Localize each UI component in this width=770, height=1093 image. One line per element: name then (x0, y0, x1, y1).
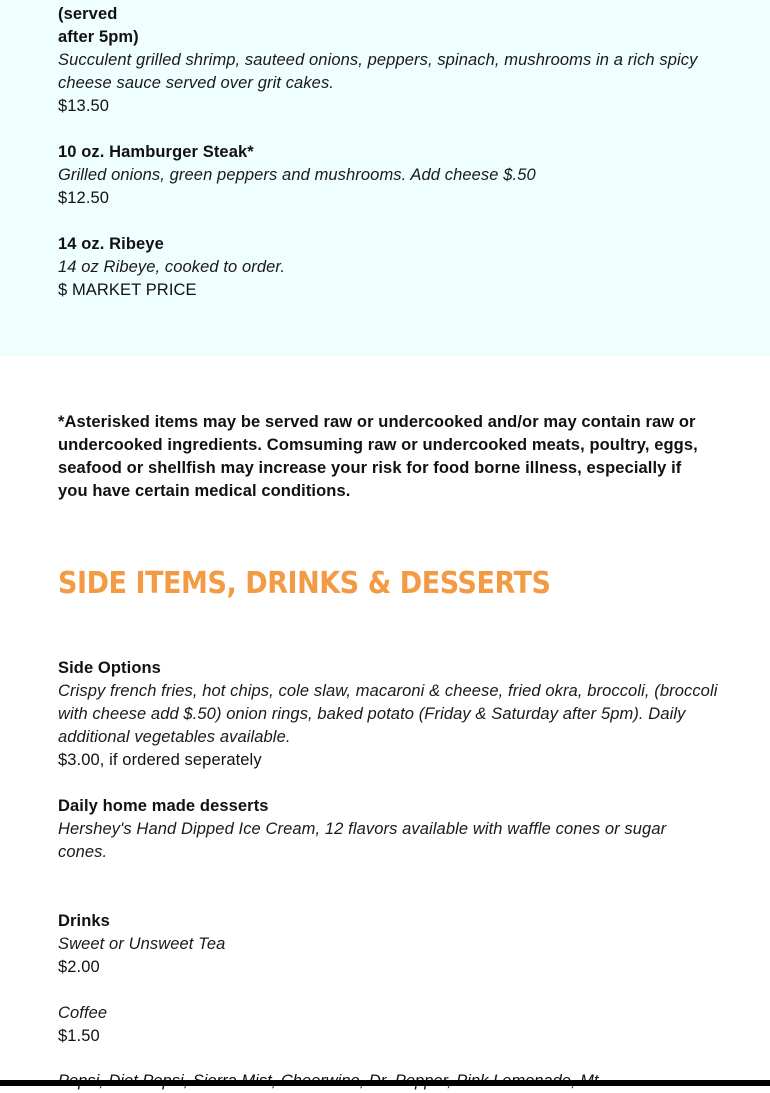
menu-item-description: Crispy french fries, hot chips, cole slaw, macaroni & cheese, fried okra, broccoli, (broccoli with cheese add $.50) onion rings, baked potato (Friday & Saturday after 5pm). Daily additional vegetables available. (58, 682, 718, 746)
menu-item-description: Grilled onions, green peppers and mushrooms. Add cheese $.50 (58, 166, 536, 184)
menu-item-name-line-2: after 5pm) (58, 28, 139, 46)
menu-item-name: Daily home made desserts (58, 797, 269, 815)
menu-item-price: $ MARKET PRICE (58, 281, 197, 299)
menu-item-name: Drinks (58, 912, 110, 930)
menu-item-price: $13.50 (58, 97, 110, 115)
menu-item-name: 10 oz. Hamburger Steak* (58, 143, 254, 161)
menu-item-price: $2.00 (58, 958, 100, 976)
raw-food-notice: *Asterisked items may be served raw or undercooked and/or may contain raw or undercooked ingredients. Comsuming raw or undercooked meats, poultry, eggs, seafood or shellfish may increase your risk for food borne illness, especially if you have certain medical conditions. (58, 413, 698, 500)
menu-item-name-line-1: (served (58, 5, 118, 23)
menu-item-price: $12.50 (58, 189, 110, 207)
menu-item-description: Succulent grilled shrimp, sauteed onions, peppers, spinach, mushrooms in a rich spicy cheese sauce served over grit cakes. (58, 51, 698, 92)
menu-item-description: Hershey's Hand Dipped Ice Cream, 12 flavors available with waffle cones or sugar cones. (58, 820, 667, 861)
menu-item-price: $3.00, if ordered seperately (58, 751, 262, 769)
menu-item-description: Coffee (58, 1004, 108, 1022)
menu-item-description: Sweet or Unsweet Tea (58, 935, 226, 953)
menu-item-price: $1.50 (58, 1027, 100, 1045)
menu-item-name: Side Options (58, 659, 161, 677)
menu-item-description-partial (58, 1070, 718, 1080)
menu-item-name: 14 oz. Ribeye (58, 235, 164, 253)
menu-item-description: 14 oz Ribeye, cooked to order. (58, 258, 286, 276)
menu-item-name (58, 3, 718, 49)
section-heading: SIDE ITEMS, DRINKS & DESSERTS (58, 566, 551, 601)
bottom-edge-bar (0, 1080, 770, 1086)
